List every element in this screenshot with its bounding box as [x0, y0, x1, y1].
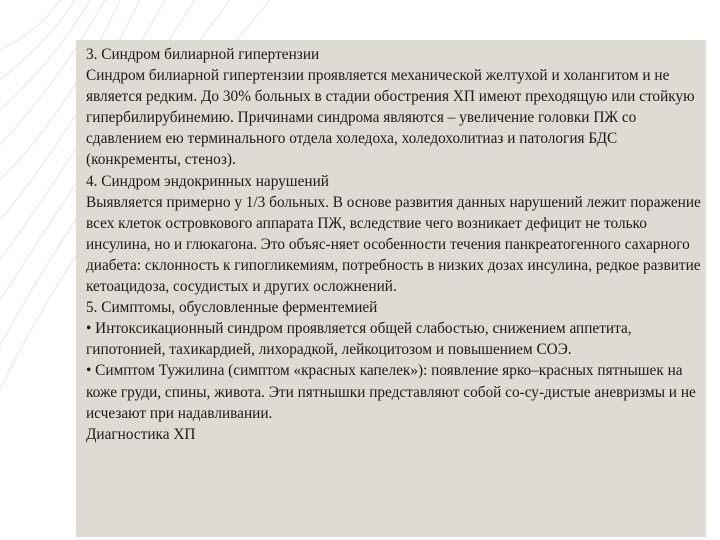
section-heading-biliary-hypertension: 3. Синдром билиарной гипертензии — [86, 46, 320, 63]
bullet-tuzhilin-symptom: • Симптом Тужилина (симптом «красных капелек»): появление ярко–красных пятнышек на коже груди, спины, живота. Эти пятнышки представляют собой со-су-дистые аневризмы и не исчезают при надавливании. — [86, 362, 696, 422]
document-text — [86, 44, 706, 445]
section-heading-diagnostics: Диагностика ХП — [86, 425, 196, 443]
bullet-intoxication-syndrome: • Интоксикационный синдром проявляется общей слабостью, снижением аппетита, гипотонией, тахикардией, лихорадкой, лейкоцитозом и повышением СОЭ. — [86, 320, 632, 359]
section-heading-endocrine-disorders: 4. Синдром эндокринных нарушений — [86, 172, 329, 190]
decor-curve — [0, 0, 60, 50]
paragraph-biliary-hypertension: Синдром билиарной гипертензии проявляется механической желтухой и холангитом и не является редким. До 30% больных в стадии обострения ХП имеют преходящую или стойкую гипербилирубинемию. Причинами синдрома являются – увеличение головки ПЖ со сдавлением ею терминального отдела холедоха, холедохолитиаз и патология БДС (конкременты, стеноз). — [86, 67, 695, 169]
section-heading-enzyme-symptoms: 5. Симптомы, обусловленные ферментемией — [86, 299, 378, 317]
paragraph-endocrine-disorders: Выявляется примерно у 1/3 больных. В основе развития данных нарушений лежит поражение всех клеток островкового аппарата ПЖ, вследствие чего возникает дефицит не только инсулина, но и глюкагона. Это объяс-няет особенности течения панкреатогенного сахарного диабета: склонность к гипогликемиям, потребность в низких дозах инсулина, редкое развитие кетоацидоза, сосудистых и других осложнений. — [86, 193, 701, 296]
